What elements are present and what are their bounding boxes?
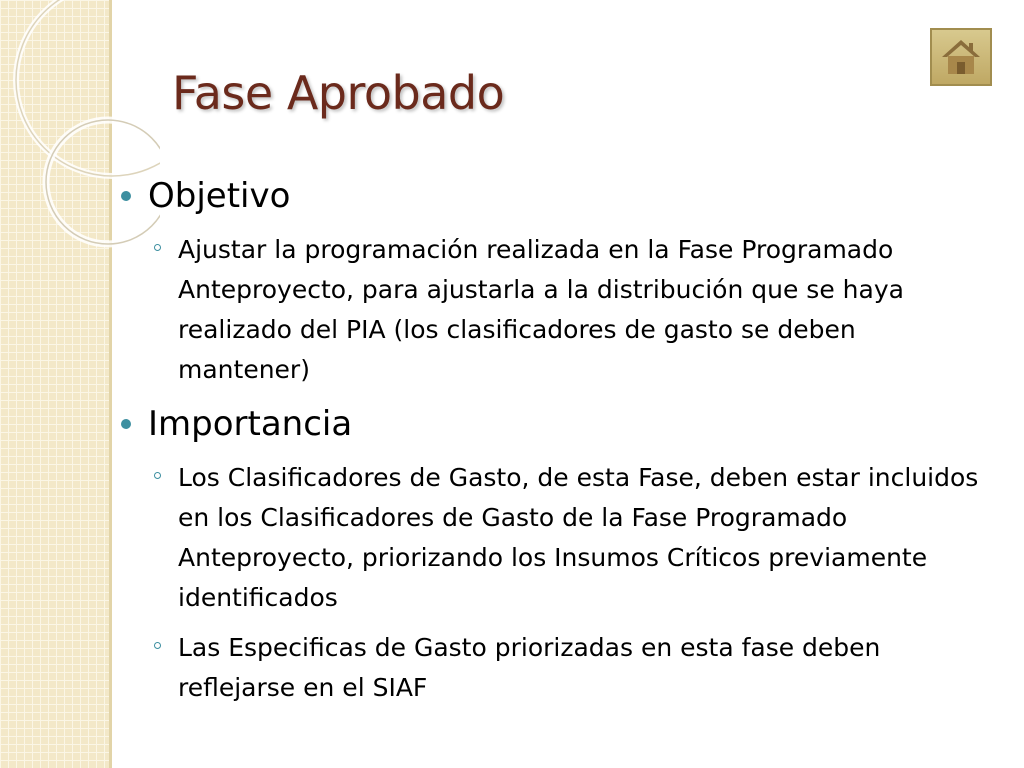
section-heading-importancia [118, 400, 988, 448]
slide-title: Fase Aprobado [172, 66, 505, 120]
bullet-item-text: Las Especificas de Gasto priorizadas en esta fase deben reflejarse en el SIAF [178, 633, 881, 702]
bullet-item [118, 628, 988, 708]
slide-content [118, 172, 988, 718]
section-heading-label: Importancia [148, 404, 353, 444]
bullet-ring-icon [154, 244, 161, 251]
bullet-item [118, 230, 988, 390]
home-icon [939, 37, 983, 77]
bullet-ring-icon [154, 642, 161, 649]
section-heading-label: Objetivo [148, 176, 291, 216]
bullet-item-text: Ajustar la programación realizada en la Fase Programado Anteproyecto, para ajustarla a la distribución que se haya realizado del PIA (los clasificadores de gasto se deben mantener) [178, 235, 904, 384]
section-heading-objetivo [118, 172, 988, 220]
bullet-item-text: Los Clasificadores de Gasto, de esta Fase, deben estar incluidos en los Clasificadores de Gasto de la Fase Programado Anteproyecto, priorizando los Insumos Críticos previamente identificados [178, 463, 979, 612]
bullet-item [118, 458, 988, 618]
bullet-dot-icon [121, 191, 131, 201]
bullet-ring-icon [154, 472, 161, 479]
home-button[interactable] [930, 28, 992, 86]
bullet-dot-icon [121, 419, 131, 429]
